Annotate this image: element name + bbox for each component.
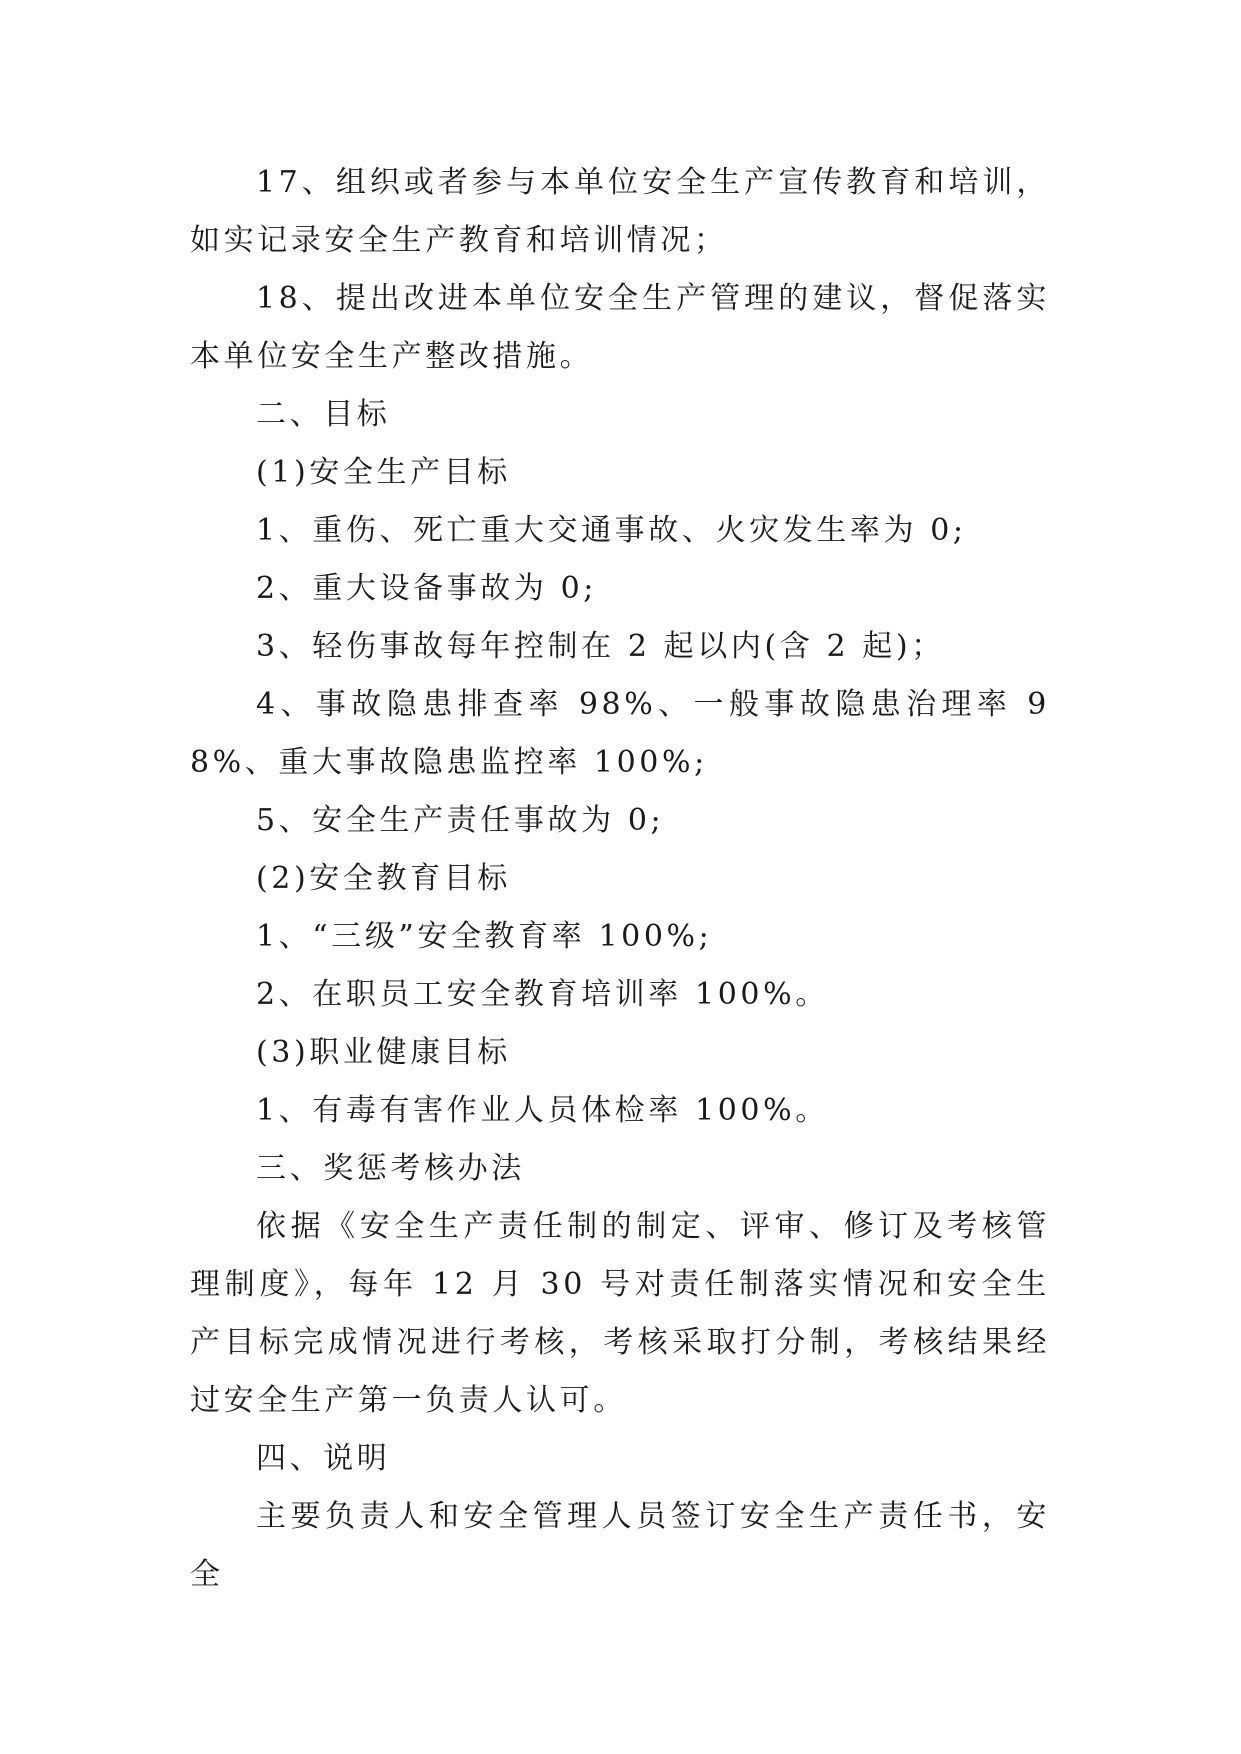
section-heading-assessment: 三、奖惩考核办法 <box>256 1151 525 1186</box>
subheading-safety-production-goals: (1)安全生产目标 <box>256 455 511 490</box>
goal-item-1: 1、重伤、死亡重大交通事故、火灾发生率为 0; <box>256 513 967 548</box>
subheading-safety-education-goals: (2)安全教育目标 <box>256 861 511 896</box>
goal-item-2: 2、重大设备事故为 0; <box>256 571 598 606</box>
document-body <box>190 154 1050 1604</box>
item-17-paragraph: 17、组织或者参与本单位安全生产宣传教育和培训，如实记录安全生产教育和培训情况； <box>190 165 1050 258</box>
education-goal-item-2: 2、在职员工安全教育培训率 100%。 <box>256 977 829 1012</box>
goal-item-4: 4、事故隐患排查率 98%、一般事故隐患治理率 98%、重大事故隐患监控率 100%; <box>190 687 1050 780</box>
subheading-occupational-health-goals: (3)职业健康目标 <box>256 1035 511 1070</box>
section-heading-goals: 二、目标 <box>256 397 391 432</box>
education-goal-item-1: 1、“三级”安全教育率 100%; <box>256 919 713 954</box>
item-18-paragraph: 18、提出改进本单位安全生产管理的建议，督促落实本单位安全生产整改措施。 <box>190 281 1050 374</box>
notes-paragraph: 主要负责人和安全管理人员签订安全生产责任书，安全 <box>190 1499 1050 1592</box>
assessment-paragraph: 依据《安全生产责任制的制定、评审、修订及考核管理制度》，每年 12 月 30 号对责任制落实情况和安全生产目标完成情况进行考核，考核采取打分制，考核结果经过安全生产第一负责人认可。 <box>190 1209 1050 1418</box>
goal-item-3: 3、轻伤事故每年控制在 2 起以内(含 2 起)； <box>256 629 945 664</box>
goal-item-5: 5、安全生产责任事故为 0; <box>256 803 665 838</box>
section-heading-notes: 四、说明 <box>256 1441 391 1476</box>
health-goal-item-1: 1、有毒有害作业人员体检率 100%。 <box>256 1093 829 1128</box>
